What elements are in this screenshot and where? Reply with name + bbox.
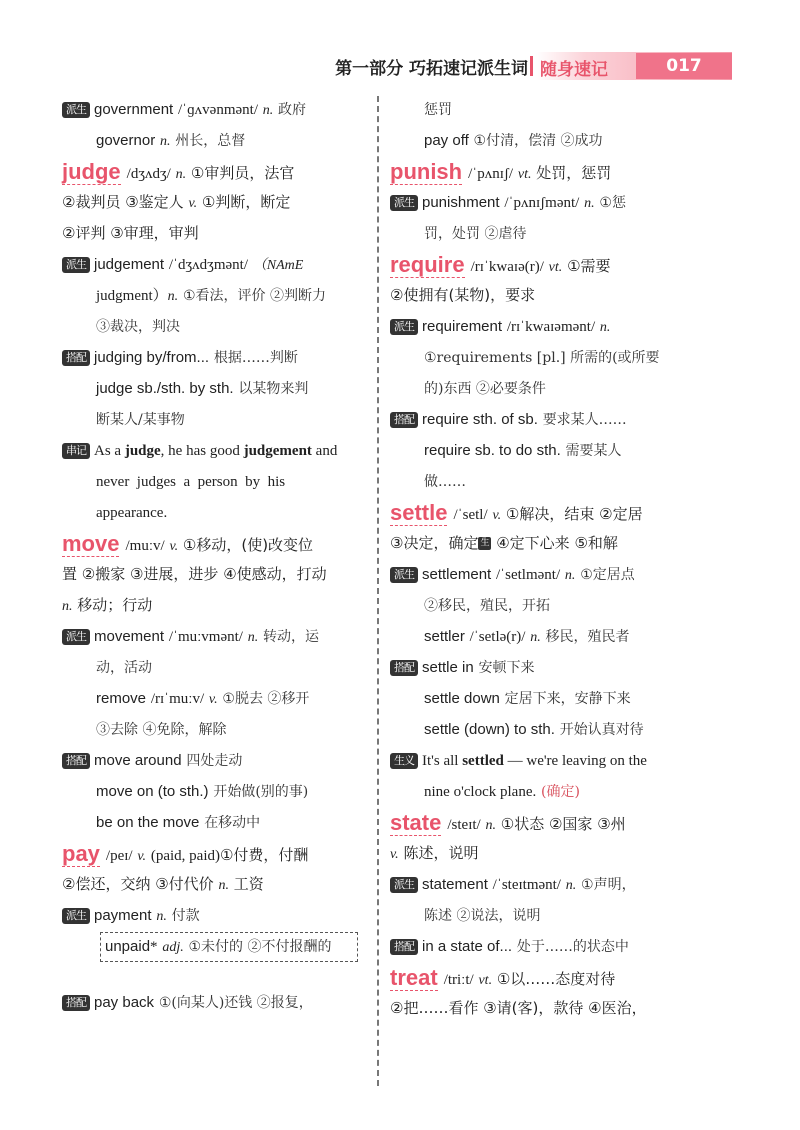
tag-collocation: 搭配 [390, 412, 418, 428]
entry-row: 派生 movement /ˈmuːvmənt/ n. 转动，运 [62, 621, 370, 652]
entry-row: 陈述 ②说法，说明 [424, 908, 541, 924]
entry-row: ③去除 ④免除，解除 [96, 722, 227, 738]
tag-derivative: 派生 [62, 629, 90, 645]
entry-row: ②移民，殖民，开拓 [424, 598, 550, 614]
tag-collocation: 搭配 [390, 660, 418, 676]
right-column [390, 94, 702, 1024]
headword: move [62, 531, 120, 556]
tag-extended-meaning: 生 [480, 538, 490, 548]
headword-row: state /steɪt/ n. ①状态 ②国家 ③州 [390, 810, 626, 835]
tag-derivative: 派生 [390, 319, 418, 335]
entry-row: settler /ˈsetlə(r)/ n. 移民，殖民者 [424, 628, 630, 645]
entry-row: 的)东西 ②必要条件 [424, 381, 546, 397]
entry-row: governor n. 州长，总督 [96, 132, 246, 149]
highlight-box: unpaid* adj. ①未付的 ②不付报酬的 [100, 932, 358, 962]
entry-row: settle (down) to sth. 开始认真对待 [424, 721, 644, 738]
entry-row: 置 ②搬家 ③进展，进步 ④使感动，打动 [62, 565, 327, 583]
headword: pay [62, 841, 100, 866]
entry-row: ③裁决，判决 [96, 319, 180, 335]
entry-row: ③决定，确定 生 ④定下心来 ⑤和解 [390, 534, 618, 552]
page-number: 017 [636, 53, 732, 79]
entry-row: require sb. to do sth. 需要某人 [424, 442, 622, 459]
entry-row: 做…… [424, 474, 466, 490]
entry-row: ②评判 ③审理，审判 [62, 224, 199, 242]
entry-row: move on (to sth.) 开始做(别的事) [96, 783, 309, 800]
tag-derivative: 派生 [390, 195, 418, 211]
tag-derivative: 派生 [62, 257, 90, 273]
headword: punish [390, 159, 463, 184]
example-row: appearance. [96, 505, 168, 521]
entry-row: n. 移动；行动 [62, 596, 153, 614]
example-row: never judges a person by his [96, 474, 286, 490]
entry-row: 派生 statement /ˈsteɪtmənt/ n. ①声明， [390, 869, 702, 900]
entry-row: pay off ①付清，偿清 ②成功 [424, 132, 603, 149]
entry-row: ①requirements [pl.] 所需的(或所要 [424, 350, 660, 366]
example-row: 生义 It's all settled — we're leaving on the [390, 745, 702, 776]
entry-row: ②把……看作 ③请(客)，款待 ④医治， [390, 999, 647, 1017]
tag-derivative: 派生 [62, 908, 90, 924]
entry-row: v. 陈述，说明 [390, 844, 479, 862]
tag-collocation: 搭配 [62, 753, 90, 769]
headword-row: treat /triːt/ vt. ①以……态度对待 [390, 965, 616, 990]
entry-row: 断某人/某事物 [96, 412, 185, 428]
page-header [0, 52, 800, 82]
tag-collocation: 搭配 [62, 995, 90, 1011]
entry-row: 动，活动 [96, 660, 152, 676]
headword: settle [390, 500, 448, 525]
headword: treat [390, 965, 438, 990]
entry-row: 派生 government /ˈɡʌvənmənt/ n. 政府 [62, 94, 370, 125]
tag-derivative: 派生 [62, 102, 90, 118]
entry-row: 派生 requirement /rɪˈkwaɪəmənt/ n. [390, 311, 702, 342]
headword-row: pay /peɪ/ v. (paid, paid)①付费，付酬 [62, 841, 309, 866]
entry-row: ②偿还，交纳 ③付代价 n. 工资 [62, 875, 264, 893]
headword-row: move /muːv/ v. ①移动，(使)改变位 [62, 531, 314, 556]
header-separator [530, 56, 533, 76]
entry-row: 搭配 settle in 安顿下来 [390, 652, 702, 683]
book-series-label: 随身速记 [540, 60, 608, 80]
tag-collocation: 搭配 [62, 350, 90, 366]
entry-row: 派生 settlement /ˈsetlmənt/ n. ①定居点 [390, 559, 702, 590]
headword-row: settle /ˈsetl/ v. ①解决，结束 ②定居 [390, 500, 643, 525]
entry-row: 搭配 pay back ①(向某人)还钱 ②报复， [62, 987, 370, 1018]
tag-chain: 串记 [62, 443, 90, 459]
entry-row: 搭配 move around 四处走动 [62, 745, 370, 776]
headword: judge [62, 159, 121, 184]
tag-extended-meaning: 生义 [390, 753, 418, 769]
entry-row: ②使拥有(某物)，要求 [390, 286, 536, 304]
headword: require [390, 252, 465, 277]
entry-row: settle down 定居下来，安静下来 [424, 690, 631, 707]
entry-row: 惩罚 [424, 102, 452, 118]
section-title: 第一部分 巧拓速记派生词 [335, 59, 528, 79]
example-row: nine o'clock plane. (确定) [424, 784, 580, 800]
entry-row: judge sb./sth. by sth. 以某物来判 [96, 380, 309, 397]
entry-row: 搭配 in a state of... 处于……的状态中 [390, 931, 702, 962]
entry-row: 罚，处罚 ②虐待 [424, 226, 527, 242]
entry-row: 派生 payment n. 付款 [62, 900, 370, 931]
headword-row: punish /ˈpʌnɪʃ/ vt. 处罚，惩罚 [390, 159, 612, 184]
entry-row: 搭配 judging by/from... 根据……判断 [62, 342, 370, 373]
headword-row: require /rɪˈkwaɪə(r)/ vt. ①需要 [390, 252, 611, 277]
entry-row: ②裁判员 ③鉴定人 v. ①判断，断定 [62, 193, 291, 211]
entry-row: 搭配 require sth. of sb. 要求某人…… [390, 404, 702, 435]
headword: state [390, 810, 442, 835]
tag-collocation: 搭配 [390, 939, 418, 955]
headword-row: judge /dʒʌdʒ/ n. ①审判员，法官 [62, 159, 295, 184]
entry-row: judgment）n. ①看法，评价 ②判断力 [96, 288, 326, 304]
entry-row: 派生 judgement /ˈdʒʌdʒmənt/ （NAmE [62, 249, 370, 280]
column-divider [377, 96, 379, 1086]
entry-row: 派生 punishment /ˈpʌnɪʃmənt/ n. ①惩 [390, 187, 702, 218]
example-row: 串记 As a judge, he has good judgement and [62, 435, 370, 466]
entry-row: be on the move 在移动中 [96, 814, 261, 831]
tag-derivative: 派生 [390, 877, 418, 893]
entry-row: remove /rɪˈmuːv/ v. ①脱去 ②移开 [96, 690, 310, 707]
boxed-entry [62, 931, 370, 987]
left-column [62, 94, 370, 1018]
tag-derivative: 派生 [390, 567, 418, 583]
